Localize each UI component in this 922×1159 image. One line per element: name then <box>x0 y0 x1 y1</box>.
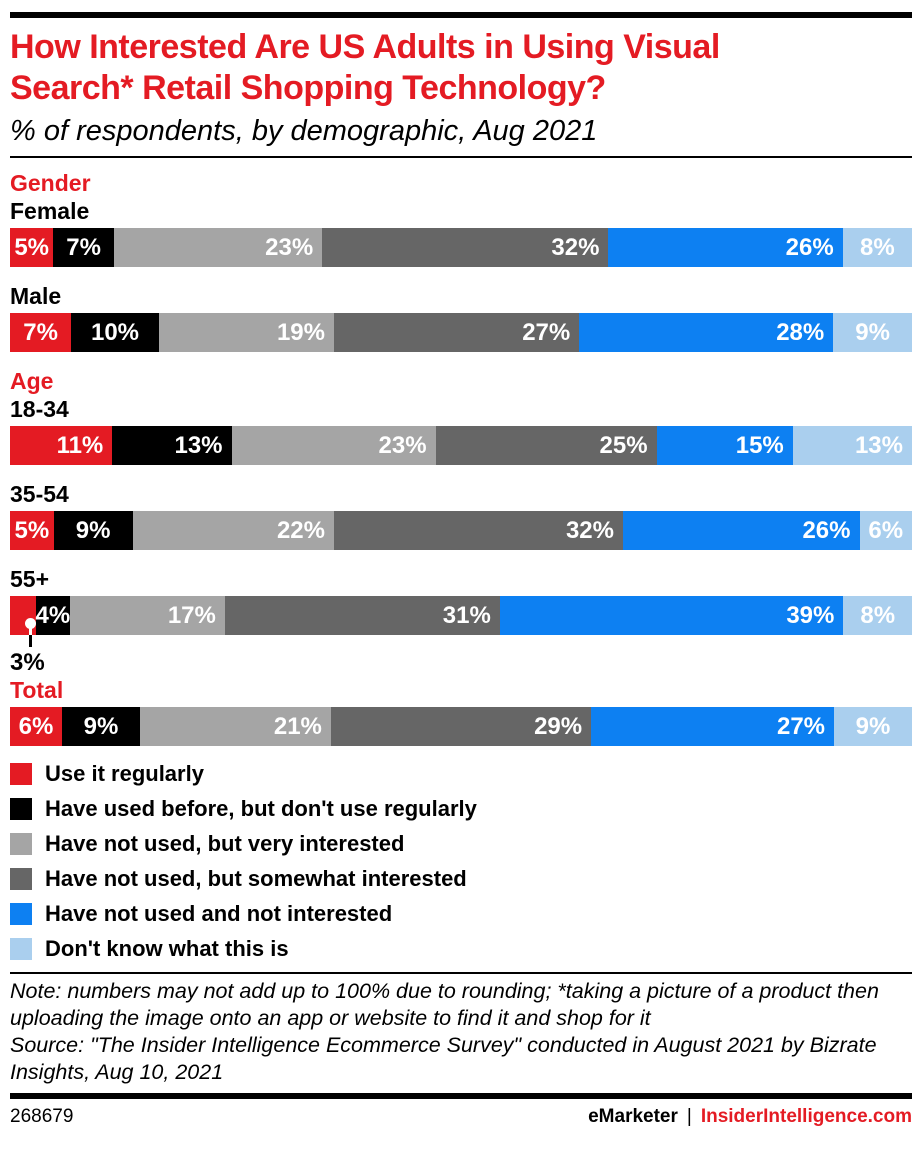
segment-blue-55 <box>500 596 844 635</box>
segment-black-55 <box>36 596 70 635</box>
bar-row-55 <box>10 596 912 676</box>
segment-red-18-34 <box>10 426 112 465</box>
callout-stem-outer <box>29 635 32 647</box>
legend-swatch-gray <box>10 833 32 855</box>
brand-insider-intelligence-link[interactable]: InsiderIntelligence.com <box>700 1106 912 1127</box>
section-label-age: Age <box>10 368 54 394</box>
segment-value-label: 9% <box>855 712 891 740</box>
chart-page <box>0 12 922 1128</box>
segment-value-label: 27% <box>522 318 571 346</box>
segment-value-label: 26% <box>802 516 851 544</box>
callout-value-label: 3% <box>10 649 45 676</box>
segment-light_blue-35-54 <box>860 511 913 550</box>
footer-branding <box>588 1106 912 1128</box>
source-text: Source: "The Insider Intelligence Ecommerce Survey" conducted in August 2021 by Bizrate Insights, Aug 10, 2021 <box>10 1033 877 1084</box>
footer <box>10 1106 912 1128</box>
legend-label: Have not used, but somewhat interested <box>45 866 467 891</box>
page-title-line-1: How Interested Are US Adults in Using Visual <box>10 28 720 66</box>
segment-gray-male <box>159 313 334 352</box>
segment-blue-18-34 <box>657 426 793 465</box>
segment-light_blue-male <box>833 313 912 352</box>
segment-dark_gray-18-34 <box>436 426 657 465</box>
row-label-female: Female <box>10 198 90 224</box>
legend-swatch-black <box>10 798 32 820</box>
chart-id: 268679 <box>10 1106 74 1127</box>
segment-value-label: 11% <box>56 431 104 459</box>
segment-value-label: 15% <box>735 431 784 459</box>
segment-dark_gray-total <box>331 707 591 746</box>
legend-row-blue <box>10 902 912 926</box>
segment-gray-18-34 <box>232 426 436 465</box>
segment-light_blue-55 <box>843 596 912 635</box>
legend-swatch-blue <box>10 903 32 925</box>
segment-black-35-54 <box>54 511 133 550</box>
segment-value-label: 31% <box>442 601 491 629</box>
segment-value-label: 8% <box>860 233 895 261</box>
segment-value-label: 32% <box>565 516 614 544</box>
header-divider <box>10 156 912 158</box>
segment-value-label: 23% <box>265 233 314 261</box>
segment-light_blue-18-34 <box>793 426 912 465</box>
legend-label: Have not used, but very interested <box>45 831 405 856</box>
row-label-male: Male <box>10 283 62 309</box>
segment-value-label: 32% <box>551 233 600 261</box>
page-title <box>10 27 912 109</box>
legend-label: Don't know what this is <box>45 936 289 961</box>
segment-value-label: 5% <box>14 516 50 544</box>
segment-red-female <box>10 228 53 267</box>
legend <box>10 762 912 961</box>
legend-label: Have used before, but don't use regularly <box>45 796 477 821</box>
note-text: Note: numbers may not add up to 100% due to rounding; *taking a picture of a product then uploading the image onto an app or website to find it and shop for it <box>10 979 879 1030</box>
row-label-35-54: 35-54 <box>10 481 69 507</box>
segment-red-total <box>10 707 62 746</box>
legend-label: Use it regularly <box>45 761 204 786</box>
top-rule <box>10 12 912 18</box>
segment-value-label: 6% <box>868 516 904 544</box>
brand-emarketer: eMarketer <box>588 1106 678 1127</box>
segment-value-label: 21% <box>273 712 322 740</box>
legend-row-light_blue <box>10 937 912 961</box>
segment-gray-female <box>114 228 322 267</box>
segment-blue-female <box>608 228 842 267</box>
row-label-18-34: 18-34 <box>10 396 69 422</box>
segment-value-label: 5% <box>14 233 49 261</box>
segment-light_blue-female <box>843 228 912 267</box>
segment-value-label: 28% <box>776 318 825 346</box>
segment-value-label: 7% <box>66 233 101 261</box>
segment-value-label: 6% <box>18 712 54 740</box>
segment-blue-total <box>591 707 834 746</box>
legend-row-gray <box>10 832 912 856</box>
page-subtitle: % of respondents, by demographic, Aug 2021 <box>10 115 598 147</box>
section-label-gender: Gender <box>10 170 91 196</box>
segment-black-18-34 <box>112 426 231 465</box>
row-label-55: 55+ <box>10 566 50 592</box>
segment-value-label: 22% <box>276 516 325 544</box>
segment-dark_gray-35-54 <box>334 511 623 550</box>
segment-gray-55 <box>70 596 225 635</box>
segment-dark_gray-male <box>334 313 579 352</box>
footer-divider-pipe: | <box>686 1106 692 1127</box>
segment-blue-35-54 <box>623 511 860 550</box>
segment-black-total <box>62 707 140 746</box>
segment-value-label: 10% <box>90 318 140 346</box>
segment-dark_gray-55 <box>225 596 500 635</box>
page-title-line-2: Search* Retail Shopping Technology? <box>10 69 606 107</box>
segment-black-female <box>53 228 114 267</box>
footer-rule <box>10 1093 912 1099</box>
segment-value-label: 9% <box>855 318 890 346</box>
bar-row-male <box>10 313 912 352</box>
segment-black-male <box>71 313 159 352</box>
legend-label: Have not used and not interested <box>45 901 393 926</box>
callout-dot <box>25 618 36 629</box>
segment-value-label: 29% <box>534 712 583 740</box>
notes-divider <box>10 972 912 974</box>
legend-row-dark_gray <box>10 867 912 891</box>
segment-gray-total <box>140 707 331 746</box>
segment-value-label: 8% <box>860 601 896 629</box>
segment-value-label: 7% <box>23 318 58 346</box>
segment-red-35-54 <box>10 511 54 550</box>
bar-row-35-54 <box>10 511 912 550</box>
segment-value-label: 39% <box>786 601 835 629</box>
bar-row-total <box>10 707 912 746</box>
stacked-bar-chart <box>10 170 912 746</box>
segment-value-label: 26% <box>785 233 834 261</box>
segment-value-label: 25% <box>599 431 648 459</box>
legend-row-black <box>10 797 912 821</box>
section-label-total: Total <box>10 677 64 703</box>
legend-swatch-red <box>10 763 32 785</box>
segment-light_blue-total <box>834 707 912 746</box>
segment-value-label: 13% <box>174 431 223 459</box>
segment-dark_gray-female <box>322 228 608 267</box>
bar-row-female <box>10 228 912 267</box>
legend-swatch-light_blue <box>10 938 32 960</box>
segment-value-label: 19% <box>276 318 325 346</box>
segment-value-label: 13% <box>854 431 903 459</box>
legend-swatch-dark_gray <box>10 868 32 890</box>
segment-value-label: 4% <box>35 601 71 629</box>
segment-gray-35-54 <box>133 511 335 550</box>
segment-value-label: 9% <box>83 712 119 740</box>
legend-row-red <box>10 762 912 786</box>
segment-red-male <box>10 313 71 352</box>
segment-value-label: 27% <box>776 712 826 740</box>
segment-value-label: 9% <box>75 516 111 544</box>
bar-row-18-34 <box>10 426 912 465</box>
segment-value-label: 23% <box>378 431 427 459</box>
segment-value-label: 17% <box>167 601 216 629</box>
segment-blue-male <box>579 313 833 352</box>
